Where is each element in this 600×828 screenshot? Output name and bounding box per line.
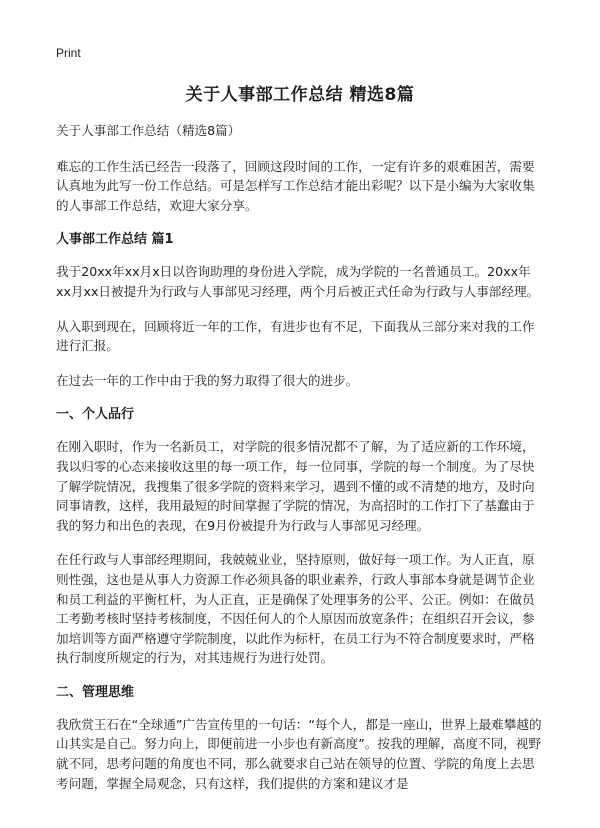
article-body bbox=[56, 121, 544, 808]
paragraph: 我欣赏王石在“全球通”广告宣传里的一句话：“每个人，都是一座山，世界上最难攀越的山其实是自己。努力向上，即便前进一小步也有新高度”。按我的理解，高度不同，视野就不同，思考问题的角度也不同，那么就要求自己站在领导的位置、学院的角度上去思考问题，掌握全局观念，只有这样，我们提供的方案和建议才是 bbox=[56, 716, 542, 791]
subsection-heading: 二、管理思维 bbox=[56, 684, 135, 700]
subsection-heading: 一、个人品行 bbox=[56, 407, 135, 423]
paragraph: 在任行政与人事部经理期间，我兢兢业业，坚持原则，做好每一项工作。为人正直，原则性强，这也是从事人力资源工作必须具备的职业素养，行政人事部本身就是调节企业和员工利益的平衡杠杆，为人正直，正是确保了处理事务的公平、公正。例如：在做员工考勤考核时坚持考核制度，不因任何人的个人原因而放宽条件；在组织召开会议，参加培训等方面严格遵守学院制度，以此作为标杆，在员工行为不符合制度要求时，严格执行制度所规定的行为，对其违规行为进行处罚。 bbox=[56, 552, 535, 666]
paragraph: 在刚入职时，作为一名新员工，对学院的很多情况都不了解，为了适应新的工作环境，我以归零的心态来接收这里的每一项工作，每一位同事，学院的每一个制度。为了尽快了解学院情况，我搜集了很多学院的资料来学习，遇到不懂的或不清楚的地方，及时向同事请教，这样，我用最短的时间掌握了学院的情况，为高招时的工作打下了基蠢由于我的努力和出色的表现，在9月份被提升为行政与人事部见习经理。 bbox=[56, 439, 535, 533]
paragraph: 我于20xx年xx月x日以咨询助理的身份进入学院，成为学院的一名普通员工。20xx年xx月xx日被提升为行政与人事部见习经理，两个月后被正式任命为行政与人事部经理。 bbox=[56, 264, 540, 299]
section-heading: 人事部工作总结 篇1 bbox=[56, 232, 174, 248]
page-title: 关于人事部工作总结 精选8篇 bbox=[185, 85, 415, 105]
article-subtitle: 关于人事部工作总结（精选8篇） bbox=[56, 123, 241, 138]
paragraph: 从入职到现在，回顾将近一年的工作，有进步也有不足，下面我从三部分来对我的工作进行汇报。 bbox=[56, 318, 535, 354]
print-link[interactable]: Print bbox=[56, 46, 81, 60]
intro-paragraph: 难忘的工作生活已经告一段落了，回顾这段时间的工作，一定有许多的艰难困苦，需要认真地为此写一份工作总结。可是怎样写工作总结才能出彩呢？以下是小编为大家收集的人事部工作总结，欢迎大家分享。 bbox=[56, 158, 535, 213]
paragraph: 在过去一年的工作中由于我的努力取得了很大的进步。 bbox=[56, 372, 359, 388]
